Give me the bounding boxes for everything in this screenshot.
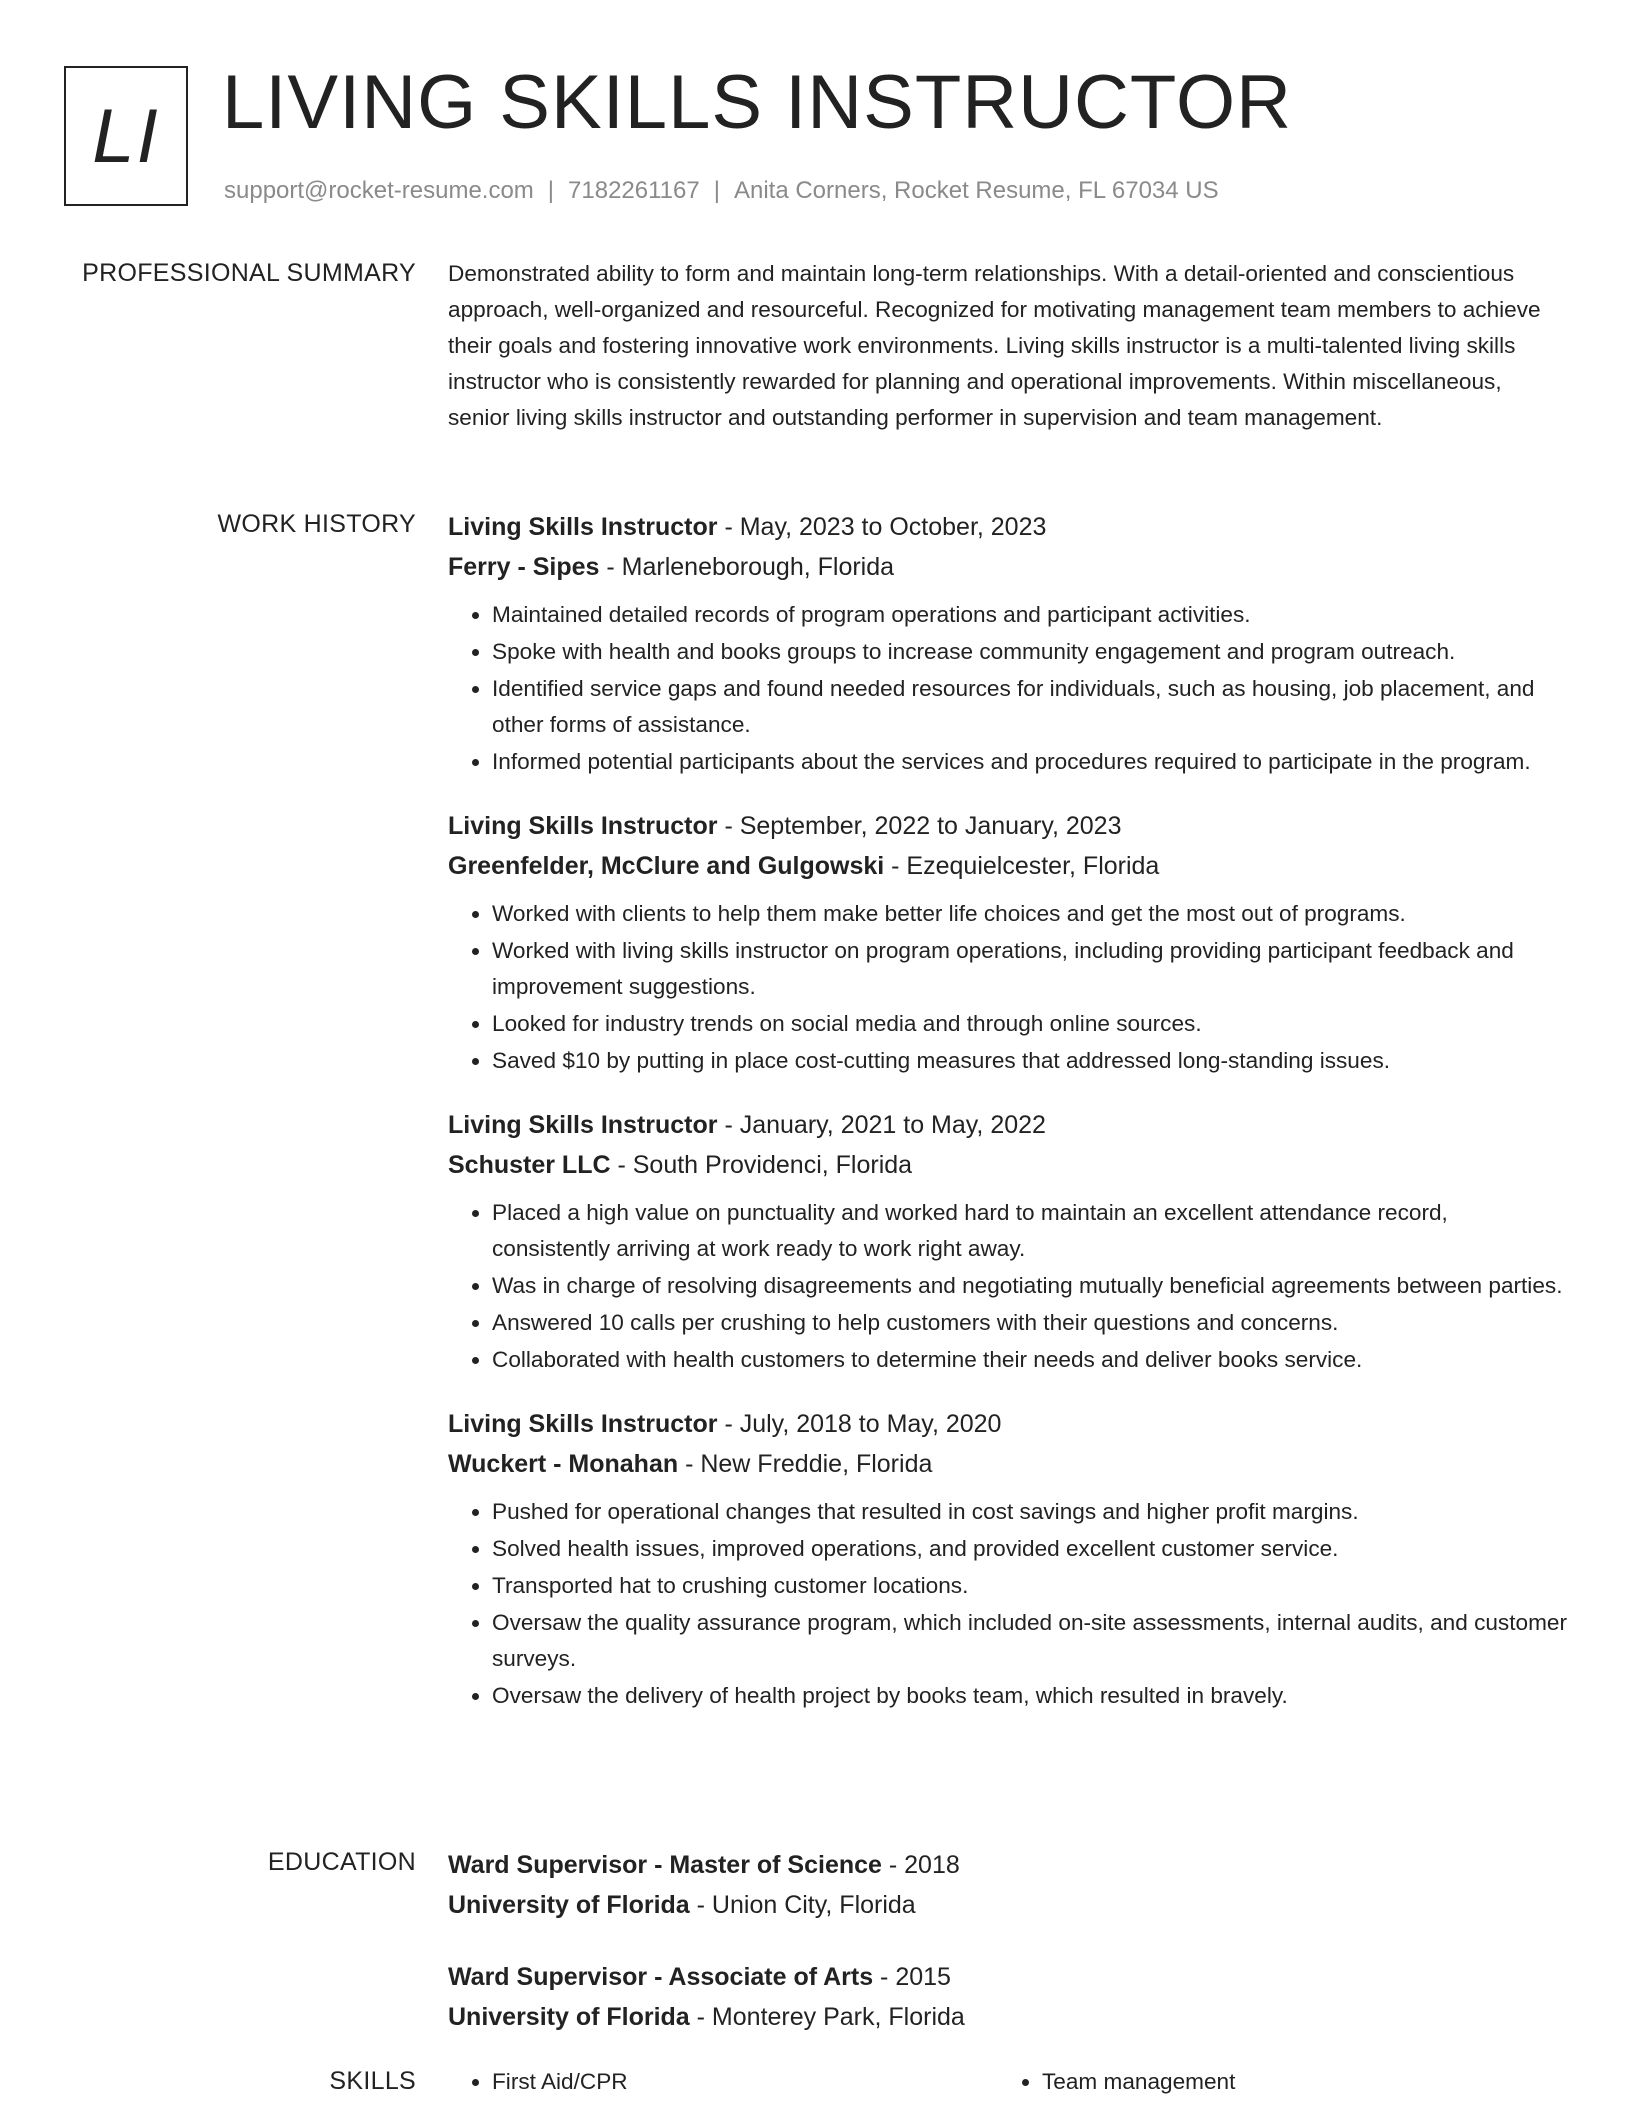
job-company-line (448, 1145, 1568, 1185)
job-role: Living Skills Instructor (448, 513, 718, 541)
job-dates: - July, 2018 to May, 2020 (717, 1410, 1002, 1438)
education-school-line (448, 1885, 1568, 1925)
list-item: • Oversaw the quality assurance program, which included on-site assessments, internal audits, and customer surveys. (492, 1605, 1568, 1677)
education-school: University of Florida (448, 2003, 690, 2031)
job-entry (448, 806, 1568, 1079)
job-company-line (448, 846, 1568, 886)
list-item: • Spoke with health and books groups to increase community engagement and program outreach. (492, 634, 1568, 670)
skills-column-left (448, 2064, 998, 2101)
education-list (448, 1845, 1568, 2069)
jobs-list (448, 507, 1568, 1740)
education-label: EDUCATION (267, 1848, 416, 1876)
education-degree: Ward Supervisor - Associate of Arts (448, 1963, 874, 1991)
job-company: Greenfelder, McClure and Gulgowski (448, 852, 885, 880)
monogram: LI (64, 66, 188, 206)
job-role: Living Skills Instructor (448, 1410, 718, 1438)
summary-label: PROFESSIONAL SUMMARY (82, 259, 416, 287)
skills-column-right (998, 2064, 1548, 2101)
list-item: • Collaborated with health customers to determine their needs and deliver books service. (492, 1342, 1568, 1378)
job-bullets (448, 1494, 1568, 1714)
job-title-line (448, 507, 1568, 547)
skill-item: • First Aid/CPR (492, 2064, 998, 2100)
education-year: - 2018 (881, 1851, 960, 1879)
list-item: • Saved $10 by putting in place cost-cutting measures that addressed long-standing issues. (492, 1043, 1568, 1079)
education-degree-line (448, 1845, 1568, 1885)
education-school-line (448, 1997, 1568, 2037)
job-dates: - May, 2023 to October, 2023 (717, 513, 1047, 541)
job-location: - South Providenci, Florida (610, 1151, 913, 1179)
skill-item: • Team management (1042, 2064, 1548, 2100)
list-item: • Solved health issues, improved operations, and provided excellent customer service. (492, 1531, 1568, 1567)
education-entry (448, 1845, 1568, 1925)
skills-label: SKILLS (329, 2067, 416, 2095)
contact-phone: 7182261167 (568, 177, 700, 204)
list-item: • Worked with living skills instructor on program operations, including providing participant feedback and improvement suggestions. (492, 933, 1568, 1005)
summary-text: Demonstrated ability to form and maintain long-term relationships. With a detail-oriented and conscientious approach, well-organized and resourceful. Recognized for motivating management team members to achieve their goals and fostering innovative work environments. Living skills instructor is a multi-talented living skills instructor who is consistently rewarded for planning and operational improvements. Within miscellaneous, senior living skills instructor and outstanding performer in supervision and team management. (448, 261, 1541, 430)
education-location: - Union City, Florida (689, 1891, 916, 1919)
contact-separator: | (713, 177, 720, 204)
list-item: • Looked for industry trends on social media and through online sources. (492, 1006, 1568, 1042)
job-company: Wuckert - Monahan (448, 1450, 679, 1478)
list-item: • Pushed for operational changes that resulted in cost savings and higher profit margins. (492, 1494, 1568, 1530)
education-degree-line (448, 1957, 1568, 1997)
job-company-line (448, 547, 1568, 587)
page-title: LIVING SKILLS INSTRUCTOR (222, 60, 1292, 145)
work-history-label: WORK HISTORY (217, 510, 416, 538)
job-location: - New Freddie, Florida (678, 1450, 933, 1478)
job-dates: - January, 2021 to May, 2022 (717, 1111, 1046, 1139)
job-bullets (448, 597, 1568, 780)
contact-address: Anita Corners, Rocket Resume, FL 67034 US (733, 177, 1219, 204)
job-role: Living Skills Instructor (448, 812, 718, 840)
job-title-line (448, 1105, 1568, 1145)
list-item: • Placed a high value on punctuality and worked hard to maintain an excellent attendance record, consistently arriving at work ready to work right away. (492, 1195, 1568, 1267)
list-item: • Identified service gaps and found needed resources for individuals, such as housing, job placement, and other forms of assistance. (492, 671, 1568, 743)
job-entry (448, 1404, 1568, 1714)
education-school: University of Florida (448, 1891, 690, 1919)
job-dates: - September, 2022 to January, 2023 (717, 812, 1122, 840)
contact-email: support@rocket-resume.com (224, 177, 534, 204)
job-location: - Ezequielcester, Florida (884, 852, 1160, 880)
list-item: • Was in charge of resolving disagreements and negotiating mutually beneficial agreements between parties. (492, 1268, 1568, 1304)
list-item: • Informed potential participants about the services and procedures required to participate in the program. (492, 744, 1568, 780)
job-title-line (448, 1404, 1568, 1444)
job-company: Schuster LLC (448, 1151, 611, 1179)
education-location: - Monterey Park, Florida (689, 2003, 965, 2031)
list-item: • Answered 10 calls per crushing to help customers with their questions and concerns. (492, 1305, 1568, 1341)
job-entry (448, 1105, 1568, 1378)
job-bullets (448, 896, 1568, 1079)
job-title-line (448, 806, 1568, 846)
job-company: Ferry - Sipes (448, 553, 600, 581)
education-entry (448, 1957, 1568, 2037)
list-item: • Maintained detailed records of program operations and participant activities. (492, 597, 1568, 633)
list-item: • Oversaw the delivery of health project by books team, which resulted in bravely. (492, 1678, 1568, 1714)
contact-line (224, 176, 1219, 206)
job-company-line (448, 1444, 1568, 1484)
skills-grid (448, 2064, 1568, 2101)
list-item: • Transported hat to crushing customer locations. (492, 1568, 1568, 1604)
job-location: - Marleneborough, Florida (599, 553, 895, 581)
contact-separator: | (547, 177, 555, 204)
job-entry (448, 507, 1568, 780)
education-degree: Ward Supervisor - Master of Science (448, 1851, 882, 1879)
job-bullets (448, 1195, 1568, 1378)
education-year: - 2015 (873, 1963, 951, 1991)
list-item: • Worked with clients to help them make better life choices and get the most out of programs. (492, 896, 1568, 932)
job-role: Living Skills Instructor (448, 1111, 718, 1139)
